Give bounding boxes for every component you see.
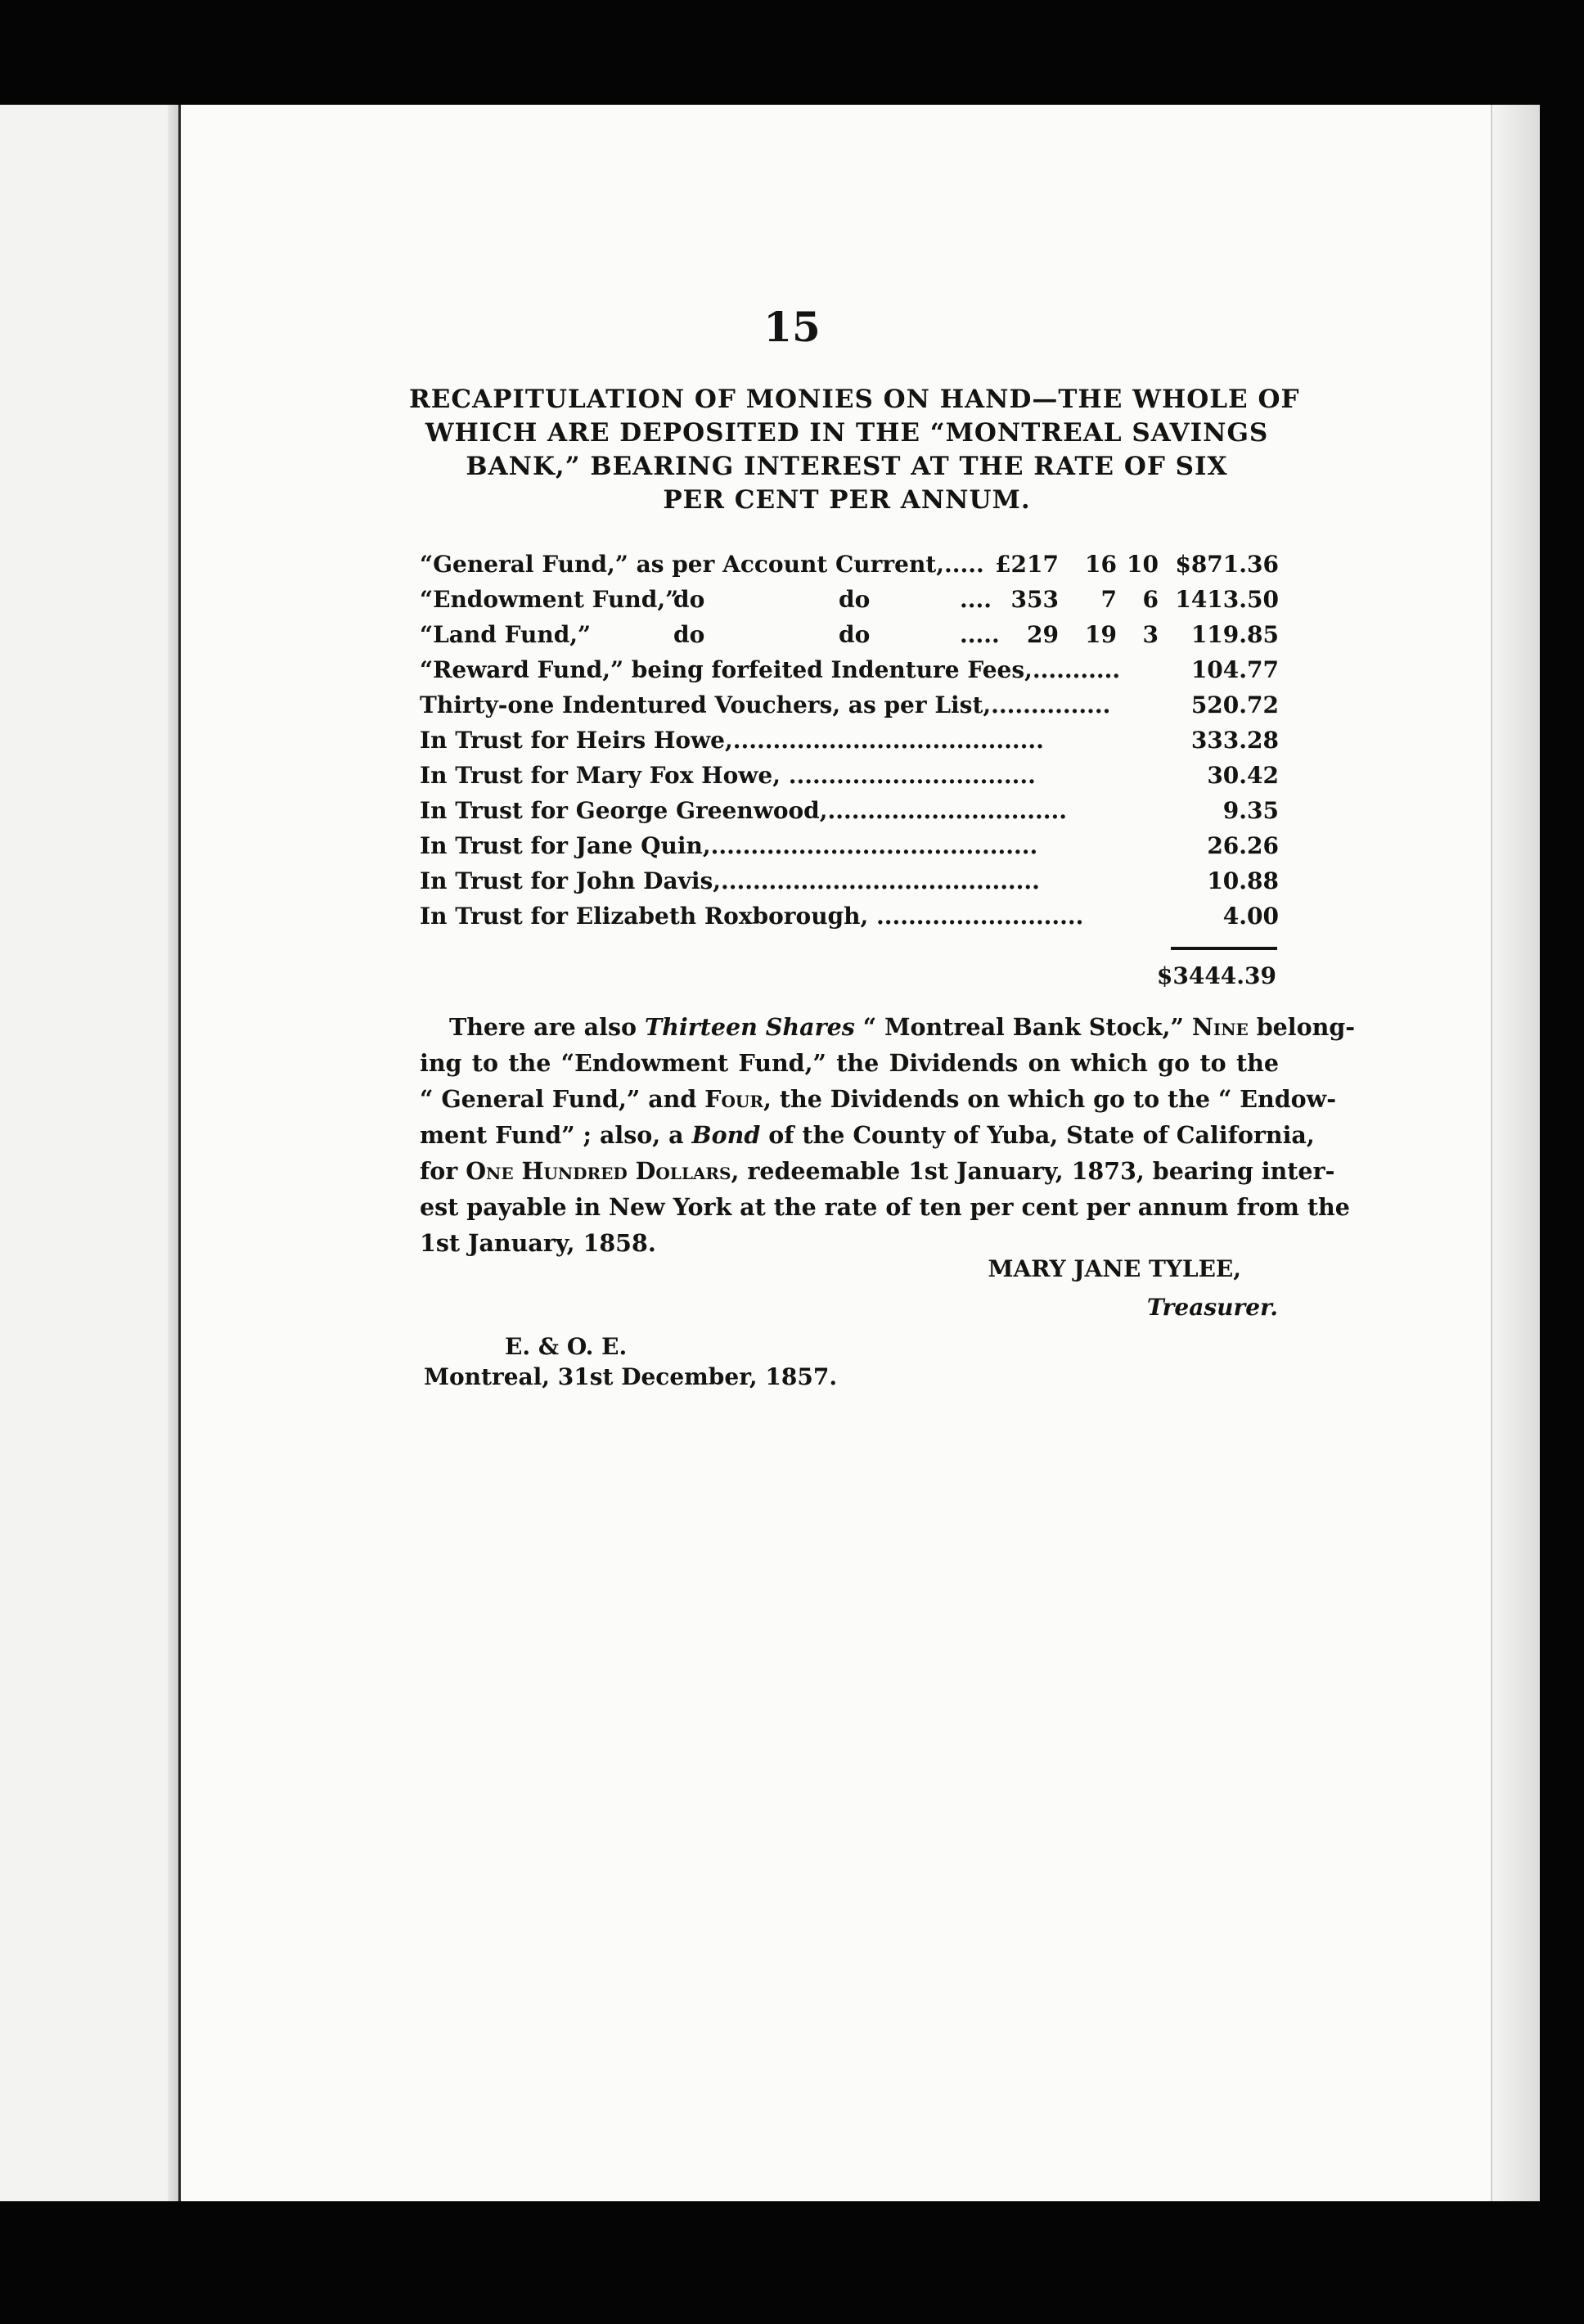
heading-line: RECAPITULATION OF MONIES ON HAND—THE WHOLE OF <box>409 385 1300 414</box>
ledger-pence: 3 <box>1142 621 1159 648</box>
signer-name: MARY JANE TYLEE, <box>988 1255 1241 1282</box>
paragraph-text: “ Montreal Bank Stock,” <box>854 1013 1192 1041</box>
ledger-description: In Trust for Jane Quin,......................................... <box>420 832 1038 859</box>
paragraph-italic-text: Bond <box>691 1121 761 1149</box>
ledger-dollars: 9.35 <box>1222 797 1279 824</box>
paragraph-line: 1st January, 1858. <box>420 1229 656 1257</box>
ledger-row-trust-heirs-howe <box>420 723 1279 758</box>
ledger-row-indentured-vouchers <box>420 687 1279 723</box>
heading-line: PER CENT PER ANNUM. <box>663 485 1031 515</box>
ledger-dollars: 4.00 <box>1222 903 1279 930</box>
ledger-row-trust-elizabeth-roxborough <box>420 899 1279 934</box>
paragraph-smallcaps-text: Nine <box>1191 1013 1249 1041</box>
ledger-ditto: do <box>673 586 705 613</box>
facing-page-edge <box>0 105 181 2201</box>
scanner-border-top <box>0 0 1584 105</box>
signer-title: Treasurer. <box>1146 1294 1278 1321</box>
ledger-dollars: 104.77 <box>1190 656 1279 683</box>
ledger-row-trust-george-greenwood <box>420 793 1279 828</box>
ledger-dollars: 119.85 <box>1190 621 1279 648</box>
paragraph-smallcaps-text: Four <box>704 1085 763 1113</box>
ledger-pence: 10 <box>1127 551 1159 578</box>
ledger-dollars: 1413.50 <box>1175 586 1279 613</box>
ledger-leader-dots: .... <box>960 586 992 613</box>
ledger-row-trust-mary-fox-howe <box>420 758 1279 793</box>
ledger-pounds: £217 <box>995 551 1059 578</box>
shares-paragraph <box>420 1009 1356 1261</box>
ledger-description: “Reward Fund,” being forfeited Indenture Fees,........... <box>420 656 1121 683</box>
ledger-row-trust-jane-quin <box>420 828 1279 863</box>
ledger-description: In Trust for Heirs Howe,....................................... <box>420 727 1044 754</box>
ledger-pounds: 29 <box>1027 621 1059 648</box>
ledger-row-trust-john-davis <box>420 863 1279 899</box>
ledger-ditto: do <box>839 586 871 613</box>
heading-line: BANK,” BEARING INTEREST AT THE RATE OF SIX <box>466 452 1228 481</box>
ledger-pence: 6 <box>1142 586 1159 613</box>
section-heading <box>409 383 1300 517</box>
paragraph-text: for <box>420 1157 466 1185</box>
ledger-row-general-fund <box>420 547 1279 582</box>
ledger-description: “General Fund,” as per Account Current,..... <box>420 551 984 578</box>
ledger-dollars: 333.28 <box>1190 727 1279 754</box>
paragraph-smallcaps-text: One Hundred Dollars <box>466 1157 731 1185</box>
scanner-border-bottom <box>0 2201 1584 2324</box>
paragraph-text: “ General Fund,” and <box>420 1085 705 1113</box>
ledger-description: “Land Fund,” <box>420 621 592 648</box>
ledger-dollars: 520.72 <box>1190 691 1279 718</box>
ledger-ditto: do <box>673 621 705 648</box>
ledger-description: In Trust for John Davis,........................................ <box>420 867 1040 894</box>
recapitulation-ledger <box>420 547 1279 934</box>
paragraph-text: , the Dividends on which go to the “ Endow- <box>763 1085 1337 1113</box>
ledger-dollars: 10.88 <box>1207 867 1279 894</box>
page-number: 15 <box>763 303 821 351</box>
ledger-description: In Trust for Mary Fox Howe, ............................... <box>420 762 1036 789</box>
ledger-description: Thirty-one Indentured Vouchers, as per List,............... <box>420 691 1111 718</box>
ledger-shillings: 7 <box>1100 586 1117 613</box>
paragraph-italic-text: Thirteen Shares <box>644 1013 855 1041</box>
ledger-description: “Endowment Fund,” <box>420 586 679 613</box>
ledger-leader-dots: ..... <box>960 621 1000 648</box>
ledger-pounds: 353 <box>1010 586 1059 613</box>
paragraph-text: of the County of Yuba, State of California, <box>760 1121 1315 1149</box>
paragraph-line: est payable in New York at the rate of ten per cent per annum from the <box>420 1193 1350 1221</box>
paragraph-line <box>420 1081 1337 1117</box>
ledger-row-reward-fund <box>420 652 1279 687</box>
paragraph-text: belong- <box>1248 1013 1356 1041</box>
ledger-description: In Trust for George Greenwood,.............................. <box>420 797 1067 824</box>
ledger-row-land-fund <box>420 617 1279 652</box>
ledger-dollars: 26.26 <box>1207 832 1279 859</box>
place-and-date: Montreal, 31st December, 1857. <box>424 1363 838 1390</box>
paragraph-text: , redeemable 1st January, 1873, bearing inter- <box>731 1157 1335 1185</box>
paragraph-line <box>420 1153 1335 1189</box>
heading-line: WHICH ARE DEPOSITED IN THE “MONTREAL SAVINGS <box>425 418 1269 448</box>
ledger-shillings: 16 <box>1085 551 1117 578</box>
paragraph-line: ing to the “Endowment Fund,” the Dividends on which go to the <box>420 1049 1279 1077</box>
book-gutter <box>168 105 178 2201</box>
ledger-total: $3444.39 <box>1156 962 1276 989</box>
ledger-description: In Trust for Elizabeth Roxborough, .......................... <box>420 903 1084 930</box>
ledger-row-endowment-fund <box>420 582 1279 617</box>
ledger-ditto: do <box>839 621 871 648</box>
ledger-dollars: $871.36 <box>1175 551 1279 578</box>
ledger-shillings: 19 <box>1085 621 1117 648</box>
paragraph-text: ment Fund” ; also, a <box>420 1121 692 1149</box>
paragraph-line <box>420 1009 1356 1045</box>
errors-omissions-note: E. & O. E. <box>505 1333 628 1360</box>
paragraph-line <box>420 1117 1315 1153</box>
page-edge-shadow <box>1491 105 1540 2201</box>
total-rule <box>1171 947 1277 950</box>
paragraph-text: There are also <box>449 1013 645 1041</box>
ledger-dollars: 30.42 <box>1207 762 1279 789</box>
